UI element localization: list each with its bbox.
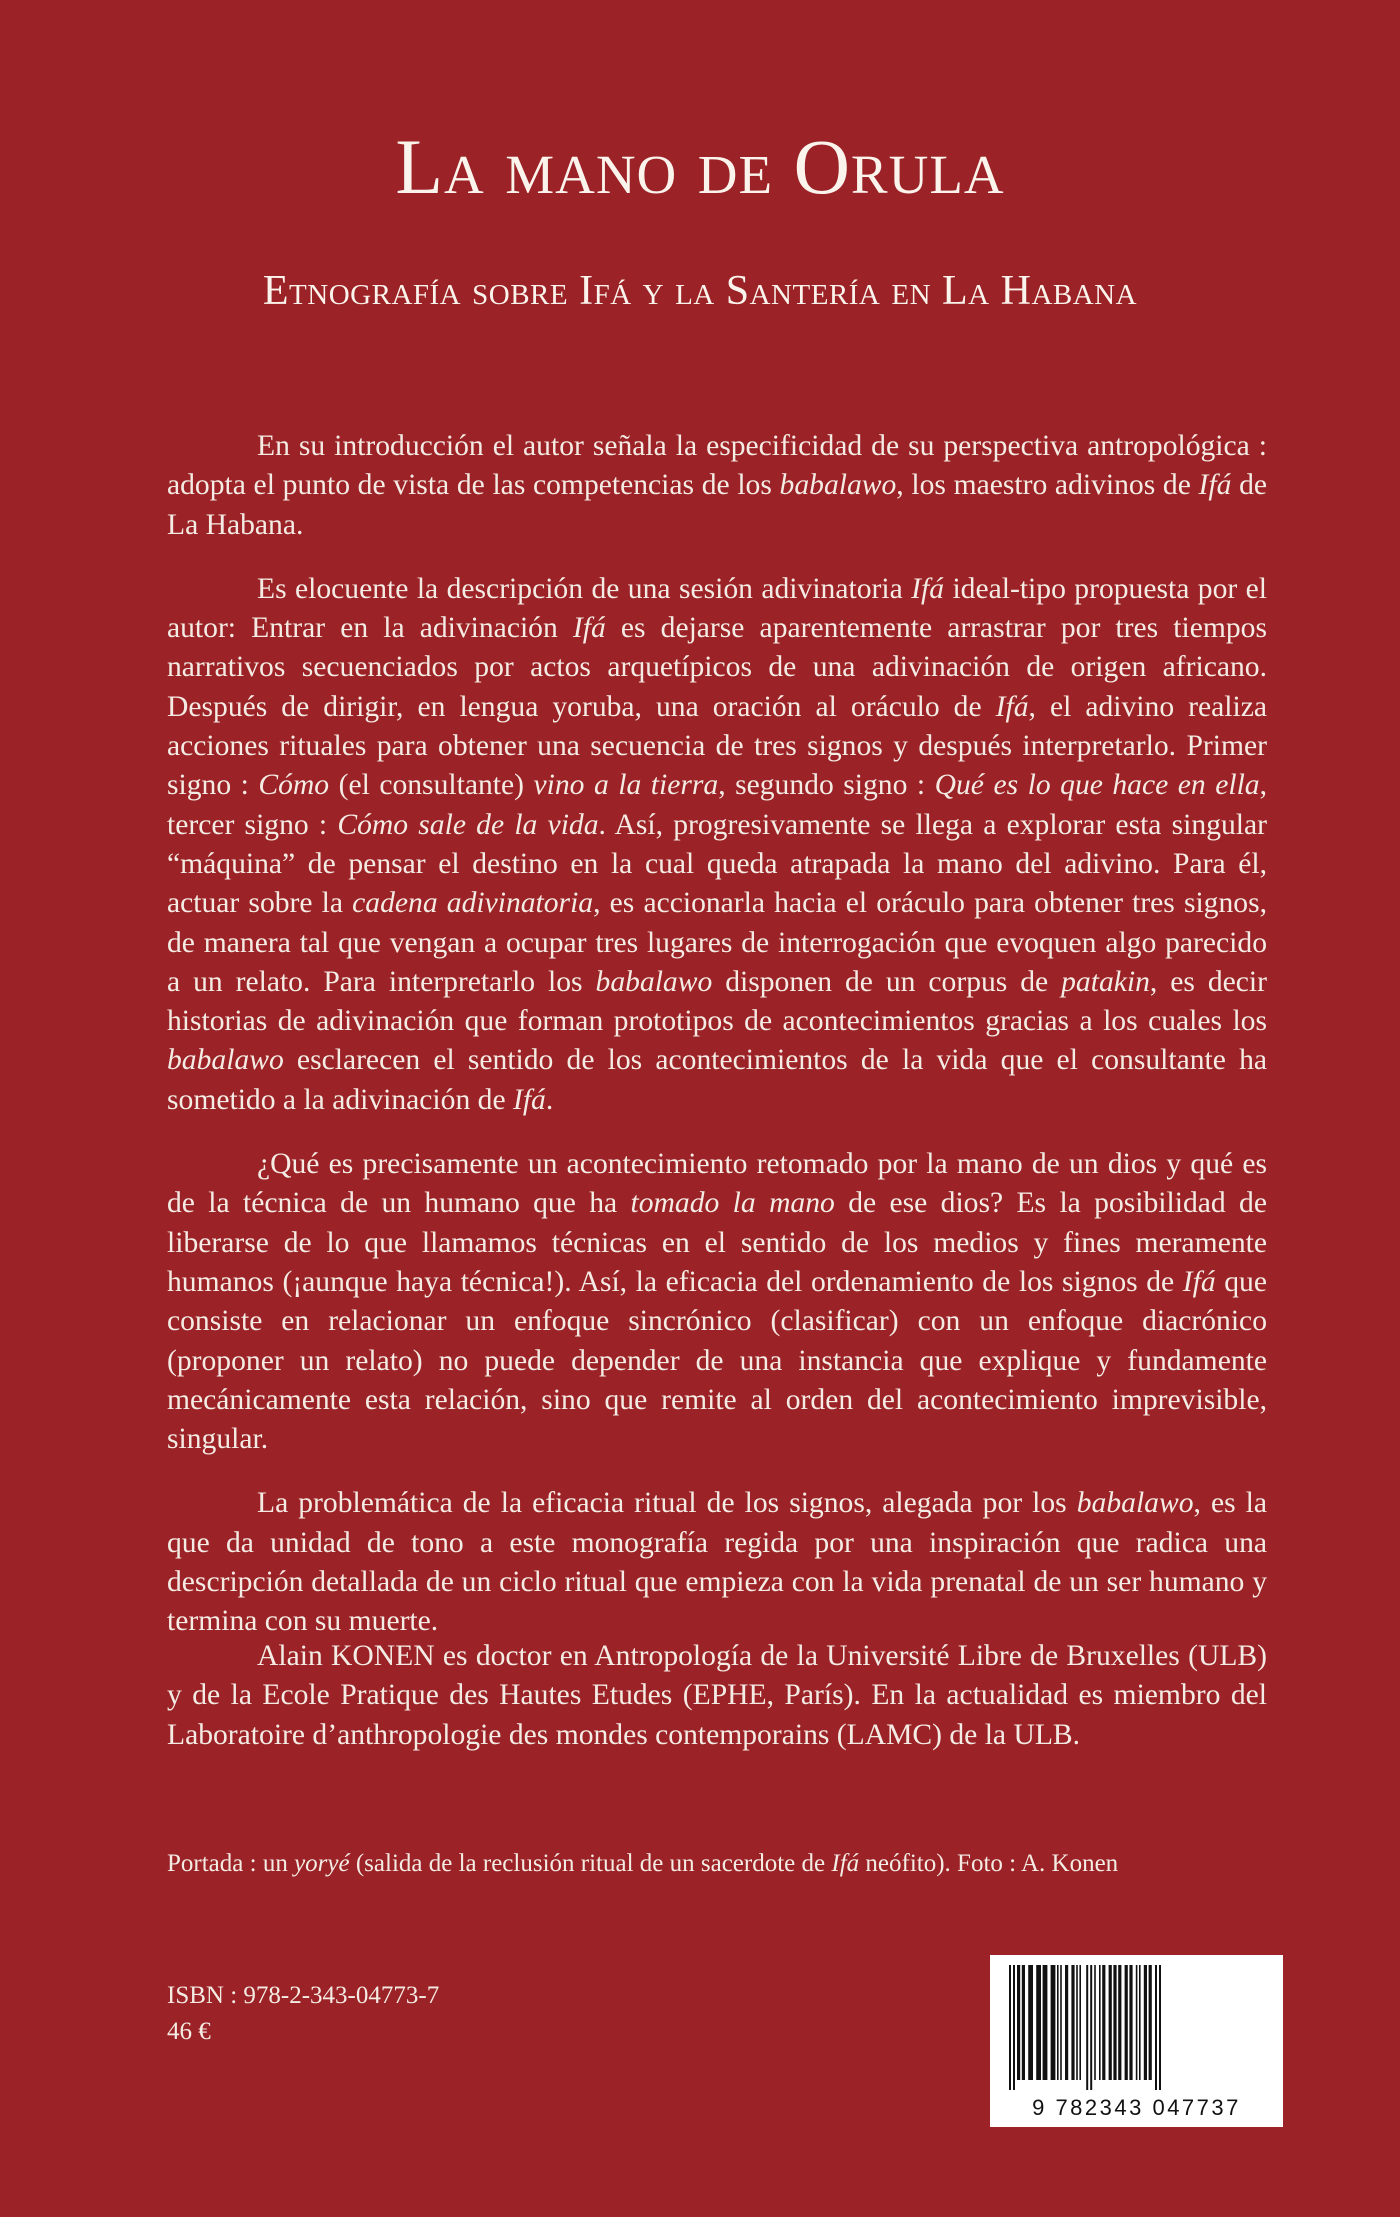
- barcode-bar: [1051, 1965, 1056, 2080]
- barcode-bar: [1060, 1965, 1062, 2080]
- barcode-bar: [1065, 1965, 1068, 2080]
- blurb-paragraph-1: En su introducción el autor señala la especificidad de su perspectiva antropológica : adopta el punto de vista de las competencias de los babalawo, los maestro adivinos de Ifá de La Habana.: [167, 430, 1267, 541]
- barcode-bar: [1129, 1965, 1132, 2080]
- price: 46 €: [167, 2018, 211, 2045]
- barcode-bar: [1113, 1965, 1116, 2080]
- author-bio-text: Alain KONEN es doctor en Antropología de la Université Libre de Bruxelles (ULB) y de la Ecole Pratique des Hautes Etudes (EPHE, París). En la actualidad es miembro del Laboratoire d’anthropologie des mondes contemporains (LAMC) de la ULB.: [167, 1640, 1267, 1751]
- barcode-bar: [1036, 1965, 1041, 2080]
- barcode-bar: [1099, 1965, 1101, 2080]
- author-bio: [167, 1637, 1267, 1755]
- barcode-bar: [1118, 1965, 1121, 2080]
- blurb-paragraph-2: Es elocuente la descripción de una sesión adivinatoria Ifá ideal-tipo propuesta por el autor: Entrar en la adivinación Ifá es dejarse aparentemente arrastrar por tres tiempos narrativos secuenciados por actos arquetípicos de una adivinación de origen africano. Después de dirigir, en lengua yoruba, una oración al oráculo de Ifá, el adivino realiza acciones rituales para obtener una secuencia de tres signos y después interpretarlo. Primer signo : Cómo (el consultante) vino a la tierra, segundo signo : Qué es lo que hace en ella, tercer signo : Cómo sale de la vida. Así, progresivamente se llega a explorar esta singular “máquina” de pensar el destino en la cual queda atrapada la mano del adivino. Para él, actuar sobre la cadena adivinatoria, es accionarla hacia el oráculo para obtener tres signos, de manera tal que vengan a ocupar tres lugares de interrogación que evoquen algo parecido a un relato. Para interpretarlo los babalawo disponen de un corpus de patakin, es decir historias de adivinación que forman prototipos de acontecimientos gracias a los cuales los babalawo esclarecen el sentido de los acontecimientos de la vida que el consultante ha sometido a la adivinación de Ifá.: [167, 572, 1268, 1116]
- blurb: [167, 427, 1267, 1667]
- barcode-bar: [1159, 1965, 1161, 2090]
- barcode-bars: [1005, 1965, 1268, 2090]
- barcode-bar: [1076, 1965, 1078, 2080]
- barcode-digits: 9 782343 047737: [1032, 2095, 1241, 2120]
- book-subtitle: Etnografía sobre Ifá y la Santería en La Habana: [262, 268, 1138, 314]
- barcode-bar: [1090, 1965, 1092, 2090]
- barcode: [990, 1955, 1283, 2127]
- barcode-bar: [1125, 1965, 1128, 2080]
- barcode-bar: [1136, 1965, 1138, 2080]
- barcode-bar: [1017, 1965, 1020, 2080]
- barcode-bar: [1043, 1965, 1048, 2080]
- barcode-bar: [1071, 1965, 1074, 2080]
- book-title: La mano de Orula: [395, 123, 1005, 210]
- blurb-paragraph-4: La problemática de la eficacia ritual de los signos, alegada por los babalawo, es la que da unidad de tono a este monografía regida por una inspiración que radica una descripción detallada de un ciclo ritual que empieza con la vida prenatal de un ser humano y termina con su muerte.: [167, 1487, 1267, 1638]
- barcode-bar: [1155, 1965, 1157, 2090]
- barcode-bar: [1144, 1965, 1147, 2080]
- blurb-paragraph-3: ¿Qué es precisamente un acontecimiento retomado por la mano de un dios y qué es de la técnica de un humano que ha tomado la mano de ese dios? Es la posibilidad de liberarse de lo que llamamos técnicas en el sentido de los medios y fines meramente humanos (¡aunque haya técnica!). Así, la eficacia del ordenamiento de los signos de Ifá que consiste en relacionar un enfoque sincrónico (clasificar) con un enfoque diacrónico (proponer un relato) no puede depender de una instancia que explique y fundamente mecánicamente esta relación, sino que remite al orden del acontecimiento imprevisible, singular.: [167, 1148, 1267, 1456]
- isbn-block: [167, 1978, 439, 2050]
- barcode-bar: [1149, 1965, 1152, 2080]
- barcode-bar: [1028, 1965, 1033, 2080]
- isbn-number: ISBN : 978-2-343-04773-7: [167, 1982, 440, 2009]
- barcode-bar: [1057, 1965, 1059, 2080]
- cover-photo-caption: Portada : un yoryé (salida de la reclusión ritual de un sacerdote de Ifá neófito). Foto : A. Konen: [167, 1850, 1119, 1877]
- barcode-bar: [1013, 1965, 1015, 2090]
- barcode-bar: [1009, 1965, 1011, 2090]
- barcode-bar: [1139, 1965, 1141, 2080]
- barcode-bar: [1022, 1965, 1025, 2080]
- barcode-bar: [1094, 1965, 1096, 2080]
- barcode-bar: [1102, 1965, 1105, 2080]
- barcode-bar: [1079, 1965, 1081, 2080]
- barcode-bar: [1086, 1965, 1088, 2090]
- barcode-bar: [1109, 1965, 1112, 2080]
